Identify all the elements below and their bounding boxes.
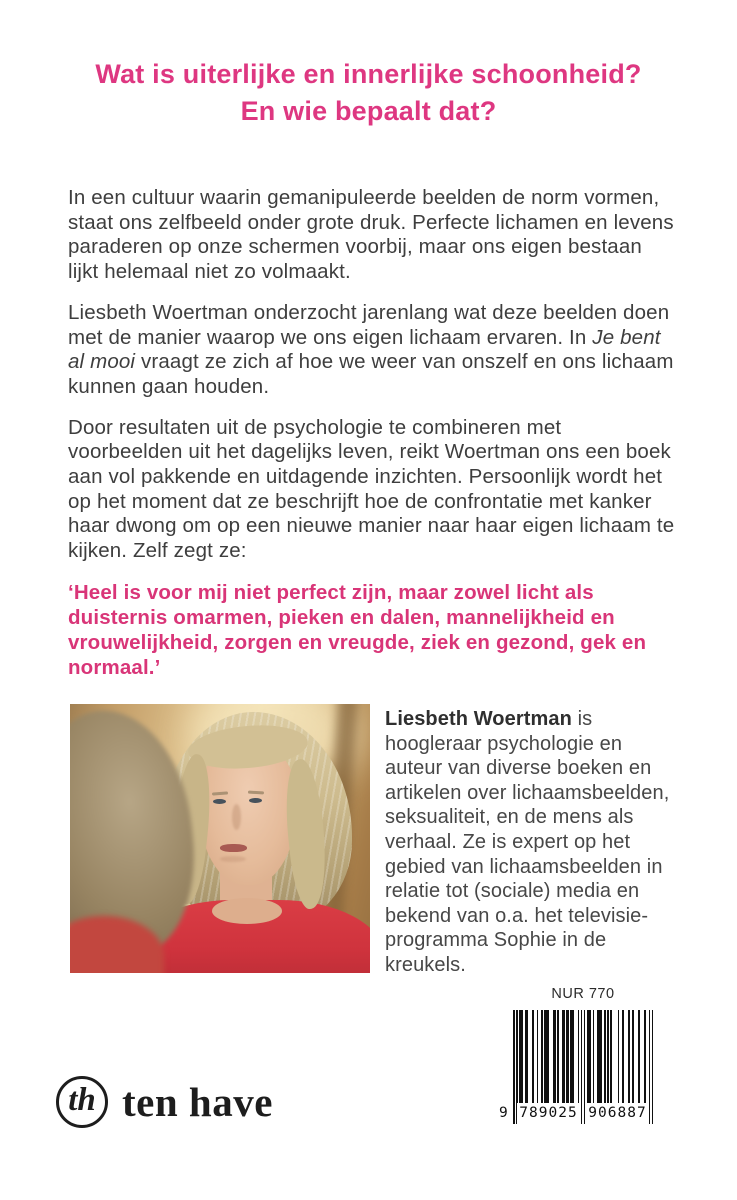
barcode-digits-left: 789025 — [517, 1103, 580, 1124]
blurb-text — [68, 186, 678, 697]
photo-chin-shadow — [220, 856, 246, 862]
paragraph-2-text-end: vraagt ze zich af hoe we weer van onszelf en ons lichaam kunnen gaan houden. — [68, 350, 674, 398]
author-bio-text: is hoogleraar psychologie en auteur van diverse boeken en artikelen over lichaamsbeelden, seksualiteit, en de mens als verhaal. Ze is expert op het gebied van lichaamsbeelden in relatie tot (sociale) media en bekend van o.a. het televisie-programma Sophie in de kreukels. — [385, 708, 670, 976]
paragraph-2-text: Liesbeth Woertman onderzocht jarenlang wat deze beelden doen met de manier waarop we ons eigen lichaam ervaren. In — [68, 300, 670, 349]
blurb-paragraph-3: Door resultaten uit de psychologie te combineren met voorbeelden uit het dagelijks leven, reikt Woertman ons een boek aan vol pakkende en uitdagende inzichten. Persoonlijk wordt het op het moment dat ze beschrijft hoe de confrontatie met kanker haar dwong om op een nieuwe manier naar haar eigen lichaam te kijken. Zelf zegt ze: — [68, 415, 675, 563]
headline-line-2: En wie bepaalt dat? — [240, 96, 497, 126]
blurb-paragraph-2 — [68, 301, 678, 400]
photo-neckline — [212, 898, 282, 924]
headline-line-1: Wat is uiterlijke en innerlijke schoonheid? — [95, 59, 642, 89]
barcode-bar — [581, 1010, 583, 1124]
book-title-mention: Je bent al mooi — [68, 325, 661, 374]
blurb-paragraph-1: In een cultuur waarin gemanipuleerde beelden de norm vormen, staat ons zelfbeeld onder grote druk. Perfecte lichamen en levens paraderen op onze schermen voorbij, maar ons eigen bestaan lijkt helemaal niet zo volmaakt. — [68, 186, 674, 284]
author-quote: ‘Heel is voor mij niet perfect zijn, maar zowel licht als duisternis omarmen, pieken en dalen, mannelijkheid en vrouwelijkheid, zorgen en vreugde, ziek en gezond, gek en normaal.’ — [68, 580, 647, 680]
photo-eye-left — [213, 799, 226, 804]
ean-barcode — [499, 1010, 653, 1124]
photo-lips — [220, 844, 247, 852]
publisher-name: ten have — [122, 1079, 273, 1125]
author-bio — [385, 707, 677, 978]
barcode-bar — [513, 1010, 515, 1124]
author-name: Liesbeth Woertman — [385, 708, 572, 730]
publisher-monogram-icon: th — [56, 1076, 108, 1128]
barcode-digit-lead: 9 — [499, 1105, 508, 1121]
publisher-logo — [56, 1076, 273, 1128]
barcode-bar — [652, 1010, 654, 1124]
barcode-digits-right: 906887 — [586, 1103, 649, 1124]
author-photo — [70, 704, 370, 973]
photo-nose — [232, 804, 241, 830]
nur-code: NUR 770 — [551, 986, 615, 1002]
photo-eye-right — [249, 798, 262, 803]
cover-headline — [0, 56, 737, 130]
